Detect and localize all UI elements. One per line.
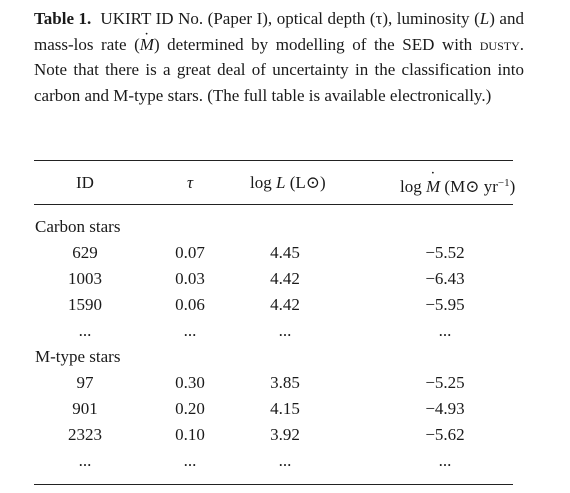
- group-label-mtype: M-type stars: [35, 347, 121, 366]
- cell-id: ...: [78, 451, 92, 470]
- cell-id: 1003: [68, 269, 102, 288]
- header-logL-close: ): [320, 173, 326, 192]
- table-header-rule: [34, 204, 513, 205]
- cell-id: 901: [72, 399, 98, 418]
- caption-luminosity-symbol: L: [479, 9, 490, 28]
- cell-logM: −5.95: [425, 295, 465, 314]
- cell-tau: 0.30: [175, 373, 205, 392]
- header-logM-unit: (M: [444, 177, 466, 196]
- cell-tau: 0.06: [175, 295, 205, 314]
- cell-tau: 0.03: [175, 269, 205, 288]
- cell-logM: −4.93: [425, 399, 465, 418]
- cell-logL: 3.92: [270, 425, 300, 444]
- header-logM-yr: yr: [483, 177, 498, 196]
- header-log-mass-loss: [400, 173, 516, 197]
- cell-logL: ...: [278, 321, 292, 340]
- header-logL-unit: (L: [289, 173, 306, 192]
- cell-logL: 3.85: [270, 373, 300, 392]
- cell-id: 629: [72, 243, 98, 262]
- header-id: ID: [76, 173, 94, 192]
- cell-logL: 4.45: [270, 243, 300, 262]
- header-logL-log: log: [250, 173, 272, 192]
- cell-id: ...: [78, 321, 92, 340]
- caption-mdot-symbol: ˙ M: [140, 35, 154, 54]
- header-logM-close: ): [509, 177, 516, 196]
- header-logM-exp: −1: [497, 177, 510, 189]
- table-bottom-rule: [34, 484, 513, 485]
- cell-tau: 0.07: [175, 243, 205, 262]
- cell-logL: 4.15: [270, 399, 300, 418]
- header-log-luminosity: [250, 173, 326, 193]
- header-logL-sun: ⊙: [305, 173, 320, 192]
- table-caption: [34, 6, 524, 108]
- header-logM-log: log: [400, 177, 422, 196]
- cell-id: 97: [76, 373, 94, 392]
- cell-id: 1590: [68, 295, 102, 314]
- cell-logM: −5.25: [425, 373, 465, 392]
- cell-tau: 0.10: [175, 425, 205, 444]
- cell-tau: ...: [183, 451, 197, 470]
- cell-logM: ...: [438, 321, 452, 340]
- cell-logL: 4.42: [270, 295, 300, 314]
- table-label: Table 1.: [34, 9, 92, 28]
- header-logM-var: ˙ M: [426, 177, 440, 196]
- cell-tau: 0.20: [175, 399, 205, 418]
- cell-logL: 4.42: [270, 269, 300, 288]
- cell-logM: ...: [438, 451, 452, 470]
- header-logM-sun: ⊙: [465, 177, 480, 196]
- cell-logL: ...: [278, 451, 292, 470]
- table-top-rule: [34, 160, 513, 161]
- caption-text-2: ) and mass-los rate (: [34, 9, 524, 54]
- caption-text-3: ) determined by modelling of the SED with: [153, 34, 480, 54]
- cell-logM: −5.52: [425, 243, 465, 262]
- cell-tau: ...: [183, 321, 197, 340]
- cell-logM: −5.62: [425, 425, 465, 444]
- cell-logM: −6.43: [425, 269, 465, 288]
- header-logL-var: L: [275, 173, 286, 192]
- caption-dusty: dusty: [479, 34, 520, 54]
- caption-text-1: UKIRT ID No. (Paper I), optical depth (τ), luminosity (: [100, 9, 480, 28]
- cell-id: 2323: [68, 425, 102, 444]
- group-label-carbon: Carbon stars: [35, 217, 121, 236]
- caption-text-4: . Note that there is a great deal of uncertainty in the classification into carbon and M-type stars. (The full table is available electronically.): [34, 34, 525, 105]
- header-tau: τ: [186, 173, 194, 192]
